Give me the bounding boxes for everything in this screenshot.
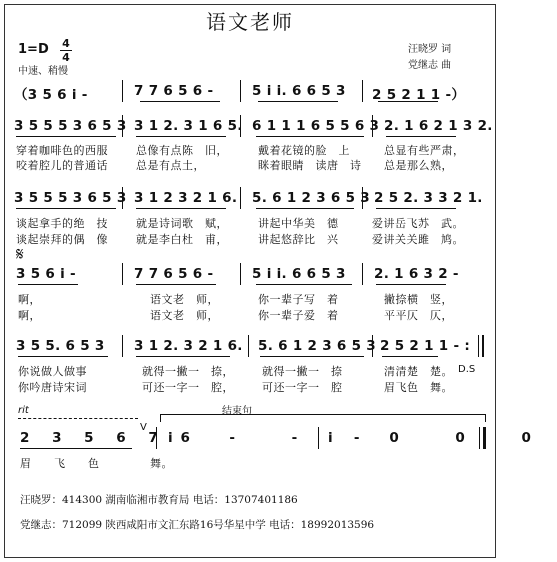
measure: 5 i i. 6 6 5 3 <box>252 266 346 282</box>
lyric: 你一辈子爱 着 <box>258 309 339 322</box>
lyric: 就得一撇一 捺 <box>262 365 343 378</box>
lyric: 舞。 <box>150 457 173 470</box>
lyric: 爱讲岳飞苏 武。 <box>372 217 464 230</box>
breath-mark: V <box>140 422 147 433</box>
measure: 7 7 6 5 6 - <box>134 266 214 282</box>
measure: 3 5 6 i - <box>16 266 76 282</box>
lyric: 总像有点陈 旧， <box>136 144 228 157</box>
measure: 3 1 2. 3 2 1 6. <box>134 338 243 354</box>
dal-segno-mark: D.S <box>458 364 476 375</box>
measure: 5 i i. 6 6 5 3 <box>252 83 346 99</box>
lyric: 穿着咖啡色的西服 <box>16 144 108 157</box>
lyric: 你吟唐诗宋词 <box>18 381 87 394</box>
lyric: 总是有点土， <box>136 159 205 172</box>
time-bottom: 4 <box>62 51 70 64</box>
lyric: 总显有些严肃， <box>384 144 465 157</box>
lyric: 语文老 师， <box>150 309 219 322</box>
lyric: 就是诗词歌 赋， <box>136 217 228 230</box>
lyric: 讲起中华美 德 <box>258 217 339 230</box>
lyric: 讲起悠辞比 兴 <box>258 233 339 246</box>
composer-credit: 党继志 曲 <box>408 60 452 71</box>
measure: 2 5 2 1 1 -） <box>372 87 466 103</box>
measure: 3 5 5 5 3 6 5 3 <box>14 190 127 206</box>
song-title: 语文老师 <box>206 10 294 34</box>
measure: 2. 1 6 2 1 3 2. <box>384 118 493 134</box>
time-top: 4 <box>62 37 70 50</box>
lyric: 可还一字一 腔 <box>262 381 343 394</box>
lyric: 可还一字一 腔， <box>142 381 234 394</box>
measure: 2 5 2. 3 3 2 1. <box>374 190 483 206</box>
measure: i 0 0 0 <box>328 430 557 446</box>
lyric: 就是李白杜 甫， <box>136 233 228 246</box>
lyric: 撇捺横 竖， <box>384 293 453 306</box>
lyric: 谈起崇拜的偶 像 <box>16 233 108 246</box>
tempo-marking: 中速、稍慢 <box>18 66 68 77</box>
lyric: 眯着眼睛 读唐 诗 <box>258 159 362 172</box>
measure: （3 5 6 i - <box>14 87 88 103</box>
measure: 3 5 5. 6 5 3 <box>16 338 105 354</box>
lyric: 语文老 师， <box>150 293 219 306</box>
lyric: 咬着腔儿的普通话 <box>16 159 108 172</box>
lyric: 戴着花镜的脸 上 <box>258 144 350 157</box>
lyric: 眉 飞 色 <box>20 457 105 470</box>
ritardando-mark: rit <box>18 405 29 416</box>
lyric: 啊， <box>18 293 41 306</box>
lyric: 你说做人做事 <box>18 365 87 378</box>
lyric: 平平仄 仄， <box>384 309 453 322</box>
segno-sign: 𝄋 <box>16 244 24 265</box>
composer-contact: 党继志：712099 陕西咸阳市文汇东路16号华星中学 电话：18992013596 <box>20 519 375 531</box>
lyric: 就得一撇一 捺， <box>142 365 234 378</box>
measure: 5. 6 1 2 3 6 5 3 <box>258 338 376 354</box>
measure: i - - - <box>168 430 386 446</box>
lyric: 眉飞色 舞。 <box>384 381 453 394</box>
lyricist-credit: 汪晓罗 词 <box>408 44 452 55</box>
measure: 7 7 6 5 6 - <box>134 83 214 99</box>
measure: 2 3 5 6 7 6 <box>20 430 199 446</box>
measure: 5. 6 1 2 3 6 5 3 <box>252 190 370 206</box>
lyric: 清清楚 楚。 <box>384 365 453 378</box>
ending-label: 结束句 <box>222 406 252 417</box>
lyric: 你一辈子写 着 <box>258 293 339 306</box>
key-signature: 1=D <box>18 42 49 57</box>
measure: 3 1 2. 3 1 6 5. <box>134 118 243 134</box>
measure: 2 5 2 1 1 - : <box>380 338 471 354</box>
lyricist-contact: 汪晓罗：414300 湖南临湘市教育局 电话：13707401186 <box>20 494 298 506</box>
page-border <box>4 4 496 558</box>
measure: 3 1 2 3 2 1 6. <box>134 190 238 206</box>
lyric: 总是那么熟， <box>384 159 453 172</box>
lyric: 爱讲关关雎 鸠。 <box>372 233 464 246</box>
measure: 2. 1 6 3 2 - <box>374 266 459 282</box>
measure: 3 5 5 5 3 6 5 3 <box>14 118 127 134</box>
measure: 6 1 1 1 6 5 5 6 3 <box>252 118 380 134</box>
lyric: 谈起拿手的绝 技 <box>16 217 108 230</box>
lyric: 啊， <box>18 309 41 322</box>
